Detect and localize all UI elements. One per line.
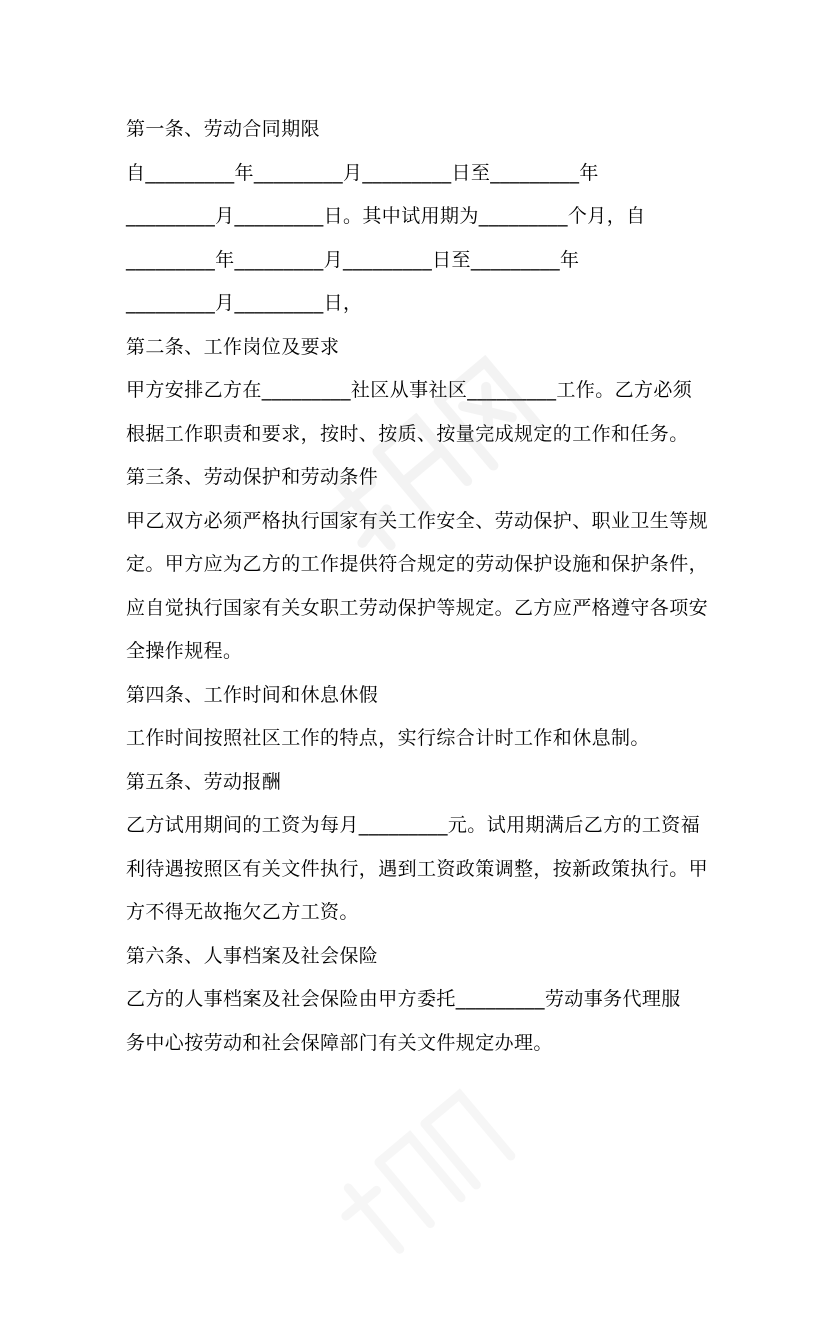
article-6-heading: 第六条、人事档案及社会保险 xyxy=(126,944,379,967)
watermark-graphic-lower xyxy=(279,1039,561,1321)
article-3-text-line-4: 全操作规程。 xyxy=(126,640,243,662)
article-2-text-line-2: 根据工作职责和要求，按时、按质、按量完成规定的工作和任务。 xyxy=(126,422,689,445)
article-2-heading: 第二条、工作岗位及要求 xyxy=(126,335,340,358)
article-4-text-line-1: 工作时间按照社区工作的特点，实行综合计时工作和休息制。 xyxy=(126,727,650,749)
article-4-heading: 第四条、工作时间和休息休假 xyxy=(126,683,379,706)
article-6-text-line-1: 乙方的人事档案及社会保险由甲方委托_________劳动事务代理服 xyxy=(126,988,681,1010)
article-1-text-line-1: 自_________年_________月_________日至_________年 xyxy=(126,161,599,184)
article-5-text-line-1: 乙方试用期间的工资为每月_________元。试用期满后乙方的工资福 xyxy=(126,814,701,836)
article-5-text-line-2: 利待遇按照区有关文件执行，遇到工资政策调整，按新政策执行。甲 xyxy=(126,857,709,880)
article-3-text-line-3: 应自觉执行国家有关女职工劳动保护等规定。乙方应严格遵守各项安 xyxy=(126,596,709,619)
article-3-heading: 第三条、劳动保护和劳动条件 xyxy=(126,466,379,488)
article-5-text-line-3: 方不得无故拖欠乙方工资。 xyxy=(126,901,359,923)
article-1-text-line-2: _________月_________日。其中试用期为_________个月，自 xyxy=(126,205,646,227)
article-5-heading: 第五条、劳动报酬 xyxy=(126,770,282,793)
contract-page xyxy=(126,108,726,1065)
article-3-text-line-1: 甲乙双方必须严格执行国家有关工作安全、劳动保护、职业卫生等规 xyxy=(126,509,709,532)
article-6-text-line-2: 务中心按劳动和社会保障部门有关文件规定办理。 xyxy=(126,1031,553,1054)
article-1-heading: 第一条、劳动合同期限 xyxy=(126,118,321,140)
article-1-text-line-4: _________月_________日， xyxy=(126,292,363,314)
article-1-text-line-3: _________年_________月_________日至_________年 xyxy=(126,248,580,271)
article-3-text-line-2: 定。甲方应为乙方的工作提供符合规定的劳动保护设施和保护条件， xyxy=(126,553,709,575)
article-2-text-line-1: 甲方安排乙方在_________社区从事社区_________工作。乙方必须 xyxy=(126,379,693,401)
